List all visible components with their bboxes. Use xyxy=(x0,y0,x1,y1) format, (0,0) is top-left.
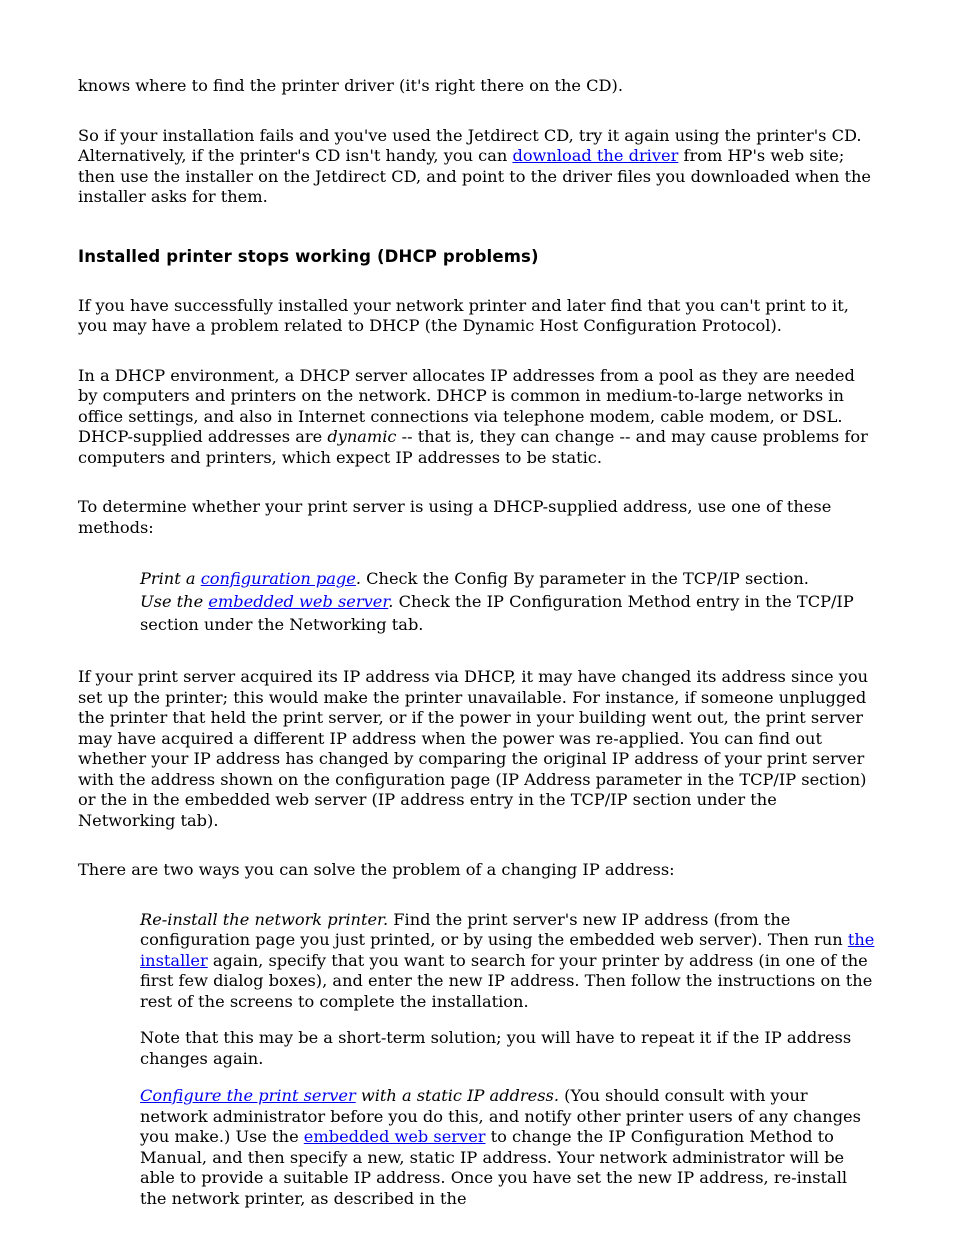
text: from HP's web site; then use the installer on the Jetdirect CD, and point to the driver files you downloaded when the installer asks for them. xyxy=(78,146,871,206)
embedded-web-server-link-2[interactable]: embedded web server xyxy=(303,1127,486,1146)
solutions-list xyxy=(140,910,878,1210)
paragraph-dhcp-intro: If you have successfully installed your network printer and later find that you can't print to it, you may have a problem related to DHCP (the Dynamic Host Configuration Protocol). xyxy=(78,295,849,335)
embedded-web-server-link[interactable]: embedded web server xyxy=(208,592,389,611)
paragraph-installation-fails xyxy=(78,126,878,208)
paragraph-driver-location: knows where to find the printer driver (it's right there on the CD). xyxy=(78,76,623,95)
text: In a DHCP environment, a DHCP server allocates IP addresses from a pool as they are needed by computers and printers on the network. DHCP is common in medium-to-large networks in office settings, and also in Internet connections via telephone modem, cable modem, or DSL. DHCP-supplied addresses are xyxy=(78,365,855,446)
method-label: Print a xyxy=(140,569,201,588)
method-label: Use the xyxy=(140,592,209,611)
method-embedded-web-server xyxy=(140,590,878,636)
configure-print-server-link[interactable]: Configure the print server xyxy=(140,1086,356,1105)
section-heading: Installed printer stops working (DHCP problems) xyxy=(78,246,539,266)
text: again, specify that you want to search for your printer by address (in one of the first few dialog boxes), and enter the new IP address. Then follow the instructions on the rest of the screens to complete the installation. xyxy=(140,950,873,1011)
text: Check the IP Configuration Method entry in the TCP/IP section under the Networking tab. xyxy=(140,592,854,634)
solution-label: Re-install the network printer. xyxy=(140,909,389,929)
document-page xyxy=(78,76,878,1209)
paragraph-ip-changed: If your print server acquired its IP address via DHCP, it may have changed its address since you set up the printer; this would make the printer unavailable. For instance, if someone unplugged the printer that held the print server, or if the power in your building went out, the print server may have acquired a different IP address when the power was re-applied. You can find out whether your IP address has changed by comparing the original IP address of your print server with the address shown on the configuration page (IP Address parameter in the TCP/IP section) or the in the embedded web server (IP address entry in the TCP/IP section under the Networking tab). xyxy=(78,667,869,830)
text: Check the Config By parameter in the TCP/IP section. xyxy=(361,569,809,588)
download-driver-link[interactable]: download the driver xyxy=(512,146,679,165)
text: -- that is, they can change -- and may cause problems for computers and printers, which expect IP addresses to be static. xyxy=(78,427,868,467)
solution-label: with a static IP address. xyxy=(355,1086,559,1105)
solution-note: Note that this may be a short-term solution; you will have to repeat it if the IP address changes again. xyxy=(140,1028,852,1068)
method-configuration-page xyxy=(140,567,878,590)
method-label-end: . xyxy=(355,569,362,588)
paragraph-dhcp-environment xyxy=(78,366,878,469)
text: So if your installation fails and you've used the Jetdirect CD, try it again using the printer's CD. Alternatively, if the printer's CD isn't handy, you can xyxy=(78,125,862,165)
emphasis-dynamic: dynamic xyxy=(327,427,397,446)
text: (You should consult with your network administrator before you do this, and notify other printer users of any changes you make.) Use the xyxy=(140,1086,861,1146)
paragraph-two-ways: There are two ways you can solve the problem of a changing IP address: xyxy=(78,860,675,879)
installer-link[interactable]: the installer xyxy=(140,930,875,970)
text: Find the print server's new IP address (from the configuration page you just printed, or by using the embedded web server). Then run xyxy=(140,909,848,949)
paragraph-determine-methods: To determine whether your print server is using a DHCP-supplied address, use one of these methods: xyxy=(78,497,832,537)
text: to change the IP Configuration Method to Manual, and then specify a new, static IP address. Your network administrator will be able to provide a suitable IP address. Once you have set the new IP address, re-install the network printer, as described in the xyxy=(140,1127,848,1208)
solution-reinstall xyxy=(140,910,878,1013)
method-label-end: . xyxy=(388,592,394,611)
configuration-page-link[interactable]: configuration page xyxy=(200,569,356,588)
methods-list xyxy=(140,567,878,636)
solution-static-ip xyxy=(140,1086,878,1209)
